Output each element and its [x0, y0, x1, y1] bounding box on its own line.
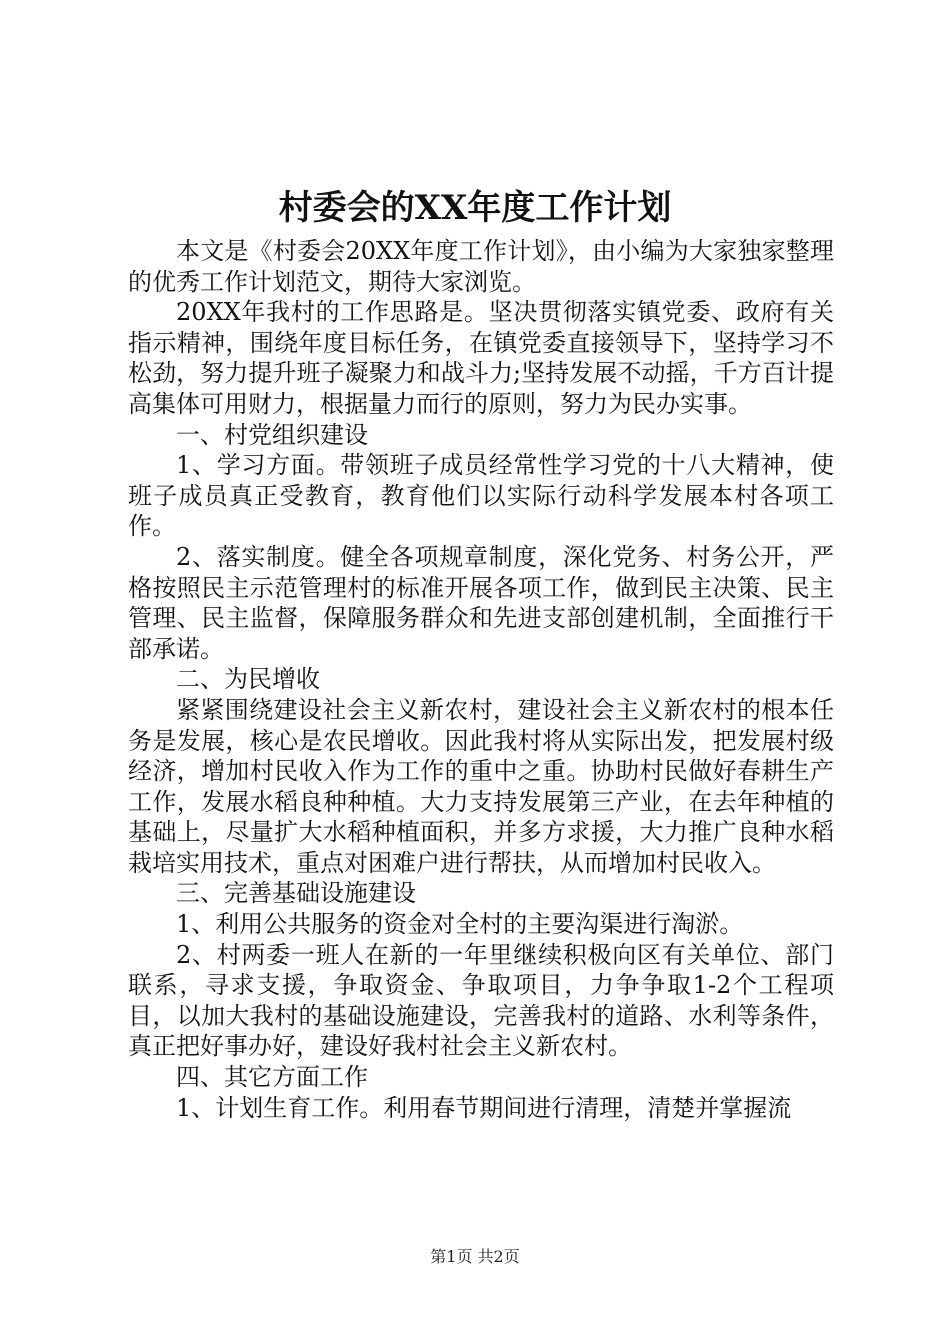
paragraph: 2、落实制度。健全各项规章制度，深化党务、村务公开，严格按照民主示范管理村的标准开展各项工作，做到民主决策、民主管理、民主监督，保障服务群众和先进支部创建机制，全面推行干部承诺。 [128, 542, 834, 663]
paragraph: 1、学习方面。带领班子成员经常性学习党的十八大精神，使班子成员真正受教育，教育他们以实际行动科学发展本村各项工作。 [128, 451, 834, 541]
document-body [128, 236, 834, 1123]
paragraph: 1、计划生育工作。利用春节期间进行清理，清楚并掌握流 [176, 1093, 792, 1122]
section-heading: 三、完善基础设施建设 [176, 879, 416, 908]
section-heading: 四、其它方面工作 [176, 1063, 368, 1092]
paragraph: 1、利用公共服务的资金对全村的主要沟渠进行淘淤。 [176, 910, 744, 939]
paragraph: 20XX年我村的工作思路是。坚决贯彻落实镇党委、政府有关指示精神，围绕年度目标任务，在镇党委直接领导下，坚持学习不松劲，努力提升班子凝聚力和战斗力;坚持发展不动摇，千方百计提高集体可用财力，根据量力而行的原则，努力为民办实事。 [128, 298, 834, 418]
document-title: 村委会的XX年度工作计划 [278, 188, 672, 228]
paragraph: 本文是《村委会20XX年度工作计划》，由小编为大家独家整理的优秀工作计划范文，期待大家浏览。 [128, 237, 834, 296]
section-heading: 二、为民增收 [176, 665, 320, 694]
paragraph: 2、村两委一班人在新的一年里继续积极向区有关单位、部门联系，寻求支援，争取资金、争取项目，力争争取1-2个工程项目，以加大我村的基础设施建设，完善我村的道路、水利等条件，真正把好事办好，建设好我村社会主义新农村。 [128, 940, 834, 1061]
paragraph: 紧紧围绕建设社会主义新农村，建设社会主义新农村的根本任务是发展，核心是农民增收。因此我村将从实际出发，把发展村级经济，增加村民收入作为工作的重中之重。协助村民做好春耕生产工作，发展水稻良种种植。大力支持发展第三产业，在去年种植的基础上，尽量扩大水稻种植面积，并多方求援，大力推广良种水稻栽培实用技术，重点对困难户进行帮扶，从而增加村民收入。 [128, 695, 834, 877]
page-number-footer: 第1页 共2页 [430, 1247, 520, 1266]
section-heading: 一、村党组织建设 [176, 420, 368, 449]
